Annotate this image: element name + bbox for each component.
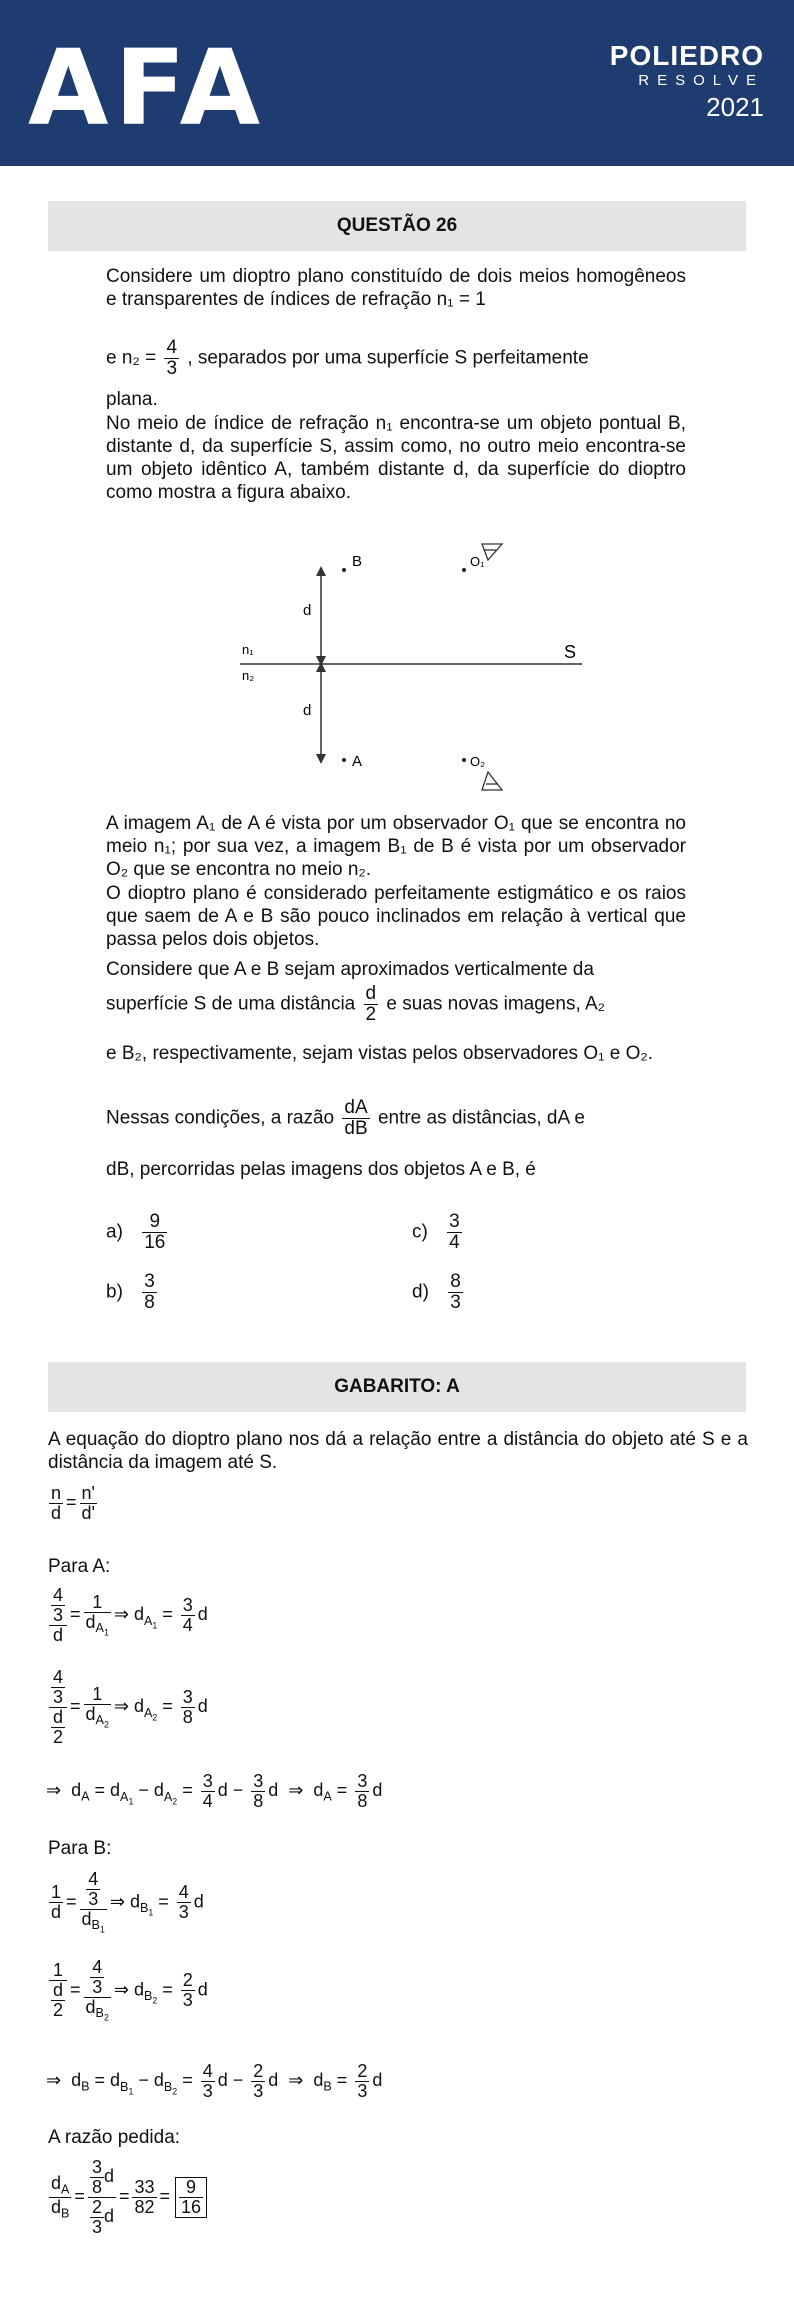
ratio-pre: Nessas condições, a razão <box>106 1107 335 1129</box>
brand-name: POLIEDRO <box>609 40 764 71</box>
half-den: 2 <box>365 1003 377 1025</box>
ratio-num: dA <box>344 1097 368 1118</box>
option-c-num: 3 <box>449 1211 460 1232</box>
half-pre: superfície S de uma distância <box>106 993 356 1015</box>
equation-dioptro: $\frac{n}{d}$ = $\frac{n'}{d'}$ <box>51 1483 95 1523</box>
label-para-b: Para B: <box>48 1838 112 1859</box>
eye-icon-top <box>482 544 502 560</box>
n2-denominator: 3 <box>166 357 178 379</box>
n2-label: e n₂ = <box>106 347 157 369</box>
label-O2: O₂ <box>470 754 486 769</box>
equation-da: ⇒ $d_A = d_{A_1} - d_{A_2}$ = $\frac{3}{4}$ d − $\frac{3}{8}$ d ⇒ $d_A$ = $\frac{3}{8}$ d <box>46 1771 383 1811</box>
question-text <box>106 265 686 311</box>
final-num: 9 <box>179 2178 203 2198</box>
label-d-top: d <box>303 602 312 619</box>
eye-icon-bottom <box>482 772 502 790</box>
option-b-letter: b) <box>106 1281 123 1303</box>
equation-a1: $\frac{\frac{4}{3}}{d}$ = $\frac{1}{d_{A_1}}$ ⇒ $d_{A_1}$ = $\frac{3}{4}$ d <box>46 1586 208 1645</box>
option-b-num: 3 <box>144 1271 155 1292</box>
option-a-den: 16 <box>144 1231 166 1253</box>
arrow-top <box>316 566 326 576</box>
brand-subtitle: RESOLVE <box>638 72 764 89</box>
final-den: 16 <box>181 2196 202 2217</box>
option-d-num: 8 <box>450 1271 461 1292</box>
para-stigmatic: O dioptro plano é considerado perfeitamente estigmático e os raios que saem de A e B são pouco inclinados em relação à vertical que passa pelos dois objetos. <box>106 883 686 950</box>
para-plana: plana. <box>106 389 158 410</box>
point-B <box>342 568 346 572</box>
half-fraction <box>364 984 379 1025</box>
equation-db: ⇒ $d_B = d_{B_1} - d_{B_2}$ = $\frac{4}{3}$ d − $\frac{2}{3}$ d ⇒ $d_B$ = $\frac{2}{3}$ d <box>46 2061 383 2101</box>
half-post: e suas novas imagens, A₂ <box>386 993 606 1015</box>
option-b-fraction <box>142 1272 157 1313</box>
option-c-den: 4 <box>449 1231 460 1253</box>
label-n1: n₁ <box>242 642 254 657</box>
para-new-images: e B₂, respectivamente, sejam vistas pelos observadores O₁ e O₂. <box>106 1043 654 1064</box>
option-d-letter: d) <box>412 1281 429 1303</box>
n1-value: n₁ = 1 <box>436 289 486 310</box>
option-b-den: 8 <box>144 1291 155 1313</box>
option-c-fraction <box>447 1212 462 1253</box>
option-b[interactable] <box>106 1272 160 1313</box>
option-d[interactable] <box>412 1272 466 1313</box>
option-c-letter: c) <box>412 1221 428 1243</box>
option-d-den: 3 <box>450 1291 461 1313</box>
answer-intro: A equação do dioptro plano nos dá a relação entre a distância do objeto até S e a distância da imagem até S. <box>48 1429 748 1473</box>
option-c[interactable] <box>412 1212 465 1253</box>
para-question: dB, percorridas pelas imagens dos objetos A e B, é <box>106 1159 536 1180</box>
equation-b2: $\frac{1}{\frac{d}{2}}$ = $\frac{\frac{4}{3}}{d_{B_2}}$ ⇒ $d_{B_2}$ = $\frac{2}{3}$ d <box>46 1958 208 2023</box>
label-razao: A razão pedida: <box>48 2127 181 2148</box>
label-B: B <box>352 553 363 570</box>
point-O1 <box>462 568 466 572</box>
option-a[interactable] <box>106 1212 170 1253</box>
ratio-line <box>106 1098 706 1139</box>
option-a-letter: a) <box>106 1221 123 1243</box>
ratio-post: entre as distâncias, dA e <box>377 1107 585 1129</box>
equation-ratio: $\frac{d_A}{d_B}$ = $\frac{3}{8}$ d $\frac{2}{3}$ d = $\frac{33}{82}$ = $\frac{9}{16}$ <box>46 2158 207 2237</box>
half-num: d <box>365 983 377 1004</box>
ratio-fraction <box>342 1098 369 1139</box>
option-d-fraction <box>448 1272 463 1313</box>
answer-title: GABARITO: A <box>48 1362 746 1412</box>
point-O2 <box>462 758 466 762</box>
equation-b1: $\frac{1}{d}$ = $\frac{\frac{4}{3}}{d_{B_1}}$ ⇒ $d_{B_1}$ = $\frac{4}{3}$ d <box>51 1869 204 1935</box>
label-S: S <box>564 642 577 662</box>
para-images: A imagem A₁ de A é vista por um observador O₁ que se encontra no meio n₁; por sua vez, a imagem B₁ de B é vista por um observador O₂ que se encontra no meio n₂. <box>106 813 686 880</box>
para-intro: Considere um dioptro plano constituído de dois meios homogêneos e transparentes de índices de refração <box>106 266 686 310</box>
question-title: QUESTÃO 26 <box>48 201 746 251</box>
label-d-bottom: d <box>303 702 312 719</box>
arrow-bottom <box>316 754 326 764</box>
n2-line <box>106 338 686 379</box>
label-A: A <box>352 753 363 770</box>
header-banner <box>0 0 794 166</box>
label-para-a: Para A: <box>48 1556 111 1577</box>
exam-year: 2021 <box>706 92 764 122</box>
option-a-num: 9 <box>142 1212 167 1233</box>
dioptro-figure <box>220 540 600 805</box>
equation-a2: $\frac{\frac{4}{3}}{\frac{d}{2}}$ = $\frac{1}{d_{A_2}}$ ⇒ $d_{A_2}$ = $\frac{3}{8}$ d <box>46 1668 208 1747</box>
option-a-fraction <box>142 1212 167 1253</box>
para-approximated: Considere que A e B sejam aproximados verticalmente da <box>106 959 594 980</box>
label-n2: n₂ <box>242 668 255 683</box>
n2-fraction <box>164 338 179 379</box>
half-distance-line <box>106 984 706 1025</box>
ratio-den: dB <box>344 1117 368 1139</box>
exam-logo: AFA <box>28 27 267 149</box>
n2-numerator: 4 <box>166 337 178 358</box>
n2-tail: , separados por uma superfície S perfeitamente <box>187 347 589 369</box>
point-A <box>342 758 346 762</box>
final-answer-box <box>175 2177 207 2218</box>
para-objects: No meio de índice de refração n₁ encontra-se um objeto pontual B, distante d, da superfície S, assim como, no outro meio encontra-se um objeto idêntico A, também distante d, da superfície do dioptro como mostra a figura abaixo. <box>106 413 686 503</box>
label-O1: O₁ <box>470 554 485 569</box>
